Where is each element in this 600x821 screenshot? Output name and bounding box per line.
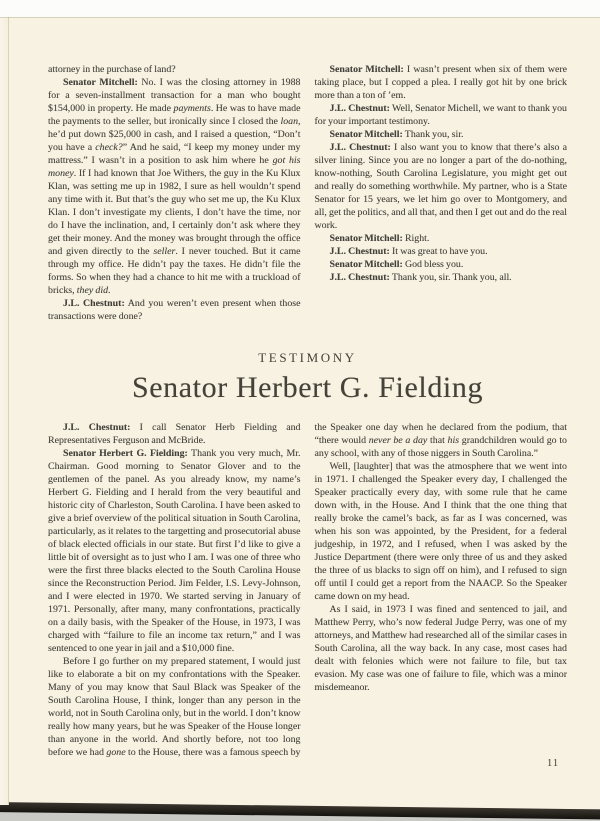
scanner-background-top [0, 0, 600, 17]
paragraph: Senator Herbert G. Fielding: Thank you very much, Mr. Chairman. Good morning to Senator Glover and to the gentlemen of the panel. As you already know, my name’s Herbert G. Fielding and I herald from the very beautiful and historic city of Charleston, South Carolina. I have been asked to give a brief overview of the political situation in South Carolina, particularly, as it relates to the targetting and prosecutorial abuse of black elected officials in our state. But first I’d like to give a little bit of oversight as to just who I am. I was one of three who were the first three blacks elected to the South Carolina House since the Reconstruction Period. Jim Felder, I.S. Levy-Johnson, and I were elected in 1970. We started serving in January of 1971. Personally, after many, many confrontations, practically on a daily basis, with the Speaker of the House, in 1973, I was charged with “failure to file an income tax return,” and I was sentenced to one year in jail and a $10,000 fine. [48, 448, 301, 654]
fielding-testimony-section [48, 421, 567, 761]
speaker-label: J.L. Chestnut: [329, 246, 390, 257]
paragraph: Senator Mitchell: I wasn’t present when six of them were taking place, but I copped a plea. I really got hit by one brick more than a ton of ’em. [314, 64, 567, 101]
page-left-edge [0, 17, 9, 805]
paragraph: Senator Mitchell: God bless you. [329, 259, 464, 270]
paragraph: attorney in the purchase of land? [48, 64, 176, 75]
speaker-label: Senator Mitchell: [329, 129, 403, 140]
section-kicker: TESTIMONY [258, 350, 357, 365]
page-number: 11 [547, 758, 560, 769]
paragraph: J.L. Chestnut: It was great to have you. [329, 246, 488, 257]
speaker-label: Senator Mitchell: [329, 64, 404, 75]
paragraph: J.L. Chestnut: Thank you, sir. Thank you, all. [329, 272, 512, 283]
paragraph: J.L. Chestnut: Well, Senator Michell, we want to thank you for your important testimony. [314, 103, 567, 127]
speaker-label: Senator Herbert G. Fielding: [63, 448, 188, 459]
paragraph: As I said, in 1973 I was fined and sentenced to jail, and Matthew Perry, who’s now federal Judge Perry, was one of my attorneys, and Matthew had researched all of the similar cases in South Carolina, all the way back. In any case, most cases had dealt with felonies which were not failure to file, but tax evasion. My case was one of failure to file, which was a minor misdemeanor. [314, 604, 567, 693]
speaker-label: J.L. Chestnut: [329, 103, 390, 114]
speaker-label: Senator Mitchell: [329, 233, 403, 244]
paragraph: Well, [laughter] that was the atmosphere that we went into in 1971. I challenged the Speaker every day, I challenged the Speaker practically every day, with some rule that he came down with, in the House. And I think that the one thing that really broke the camel’s back, as far as I was concerned, was when his son was appointed, by the President, for a federal judgeship, in 1972, and I refused, when I was asked by the Justice Department (there were only three of us and they asked the three of us blacks to sign off on him), and I refused to sign off until I could get a report from the NAACP. So the Speaker came down on my head. [314, 461, 567, 602]
paragraph: Senator Mitchell: Right. [329, 233, 430, 244]
paragraph: J.L. Chestnut: I also want you to know that there’s also a silver lining. Since you are no longer a part of the do-nothing, know-nothing, South Carolina Legislature, you might get out and really do something worthwhile. My partner, who is a State Senator for 15 years, we let him go over to Montgomery, and all, get the politics, and all that, and then I get out and do the real work. [314, 142, 567, 231]
speaker-label: Senator Mitchell: [329, 259, 403, 270]
paragraph: Senator Mitchell: Thank you, sir. [329, 129, 464, 140]
speaker-label: J.L. Chestnut: [329, 142, 391, 153]
paragraph: Senator Mitchell: No. I was the closing attorney in 1988 for a seven-installment transaction for a man who bought $154,000 in property. He made payments. He was to have made the payments to the seller, but ironically since I closed the loan, he’d put down $25,000 in cash, and I raised a question, “Don’t you have a check?” And he said, “I keep my money under my mattress.” I wasn’t in a position to ask him where he got his money. If I had known that Joe Withers, the guy in the Ku Klux Klan, was setting me up in 1982, I sure as hell wouldn’t spend any time with it. But that’s the guy who set me up, the Ku Klux Klan. I don’t investigate my clients, I don’t have the time, nor do I have the inclination, and, I certainly don’t ask where they get their money. And the money was brought through the office and given directly to the seller. I never touched. But it came through my office. He didn’t pay the taxes. He didn’t file the forms. So when they had a chance to hit me with a truckload of bricks, they did. [48, 77, 301, 296]
speaker-label: J.L. Chestnut: [63, 422, 131, 433]
chapter-title: Senator Herbert G. Fielding [131, 371, 484, 404]
speaker-label: J.L. Chestnut: [329, 272, 390, 283]
speaker-label: Senator Mitchell: [63, 77, 138, 88]
paragraph: J.L. Chestnut: And you weren’t even present when those transactions were done? [48, 298, 301, 322]
paragraph: Before I go further on my prepared statement, I would just like to elaborate a bit on my confrontations with the Speaker. Many of you may know that Saul Black was Speaker of the South Carolina House, I think, longer than any person in the world, not in South Carolina only, but in the world. I don’t know really how many years, but he was Speaker of the House longer than anyone in the world. And shortly before, not too long before we had gone to the House, there was a famous speech by the Speaker one day when he declared from the podium, that “there would never be a day that his grandchildren would go to any school, with any of those niggers in South Carolina.” [48, 422, 567, 758]
paragraph: J.L. Chestnut: I call Senator Herb Fielding and Representatives Ferguson and McBride. [48, 422, 301, 446]
prior-testimony-section [48, 63, 567, 343]
speaker-label: J.L. Chestnut: [63, 298, 125, 309]
chapter-heading [48, 350, 567, 404]
